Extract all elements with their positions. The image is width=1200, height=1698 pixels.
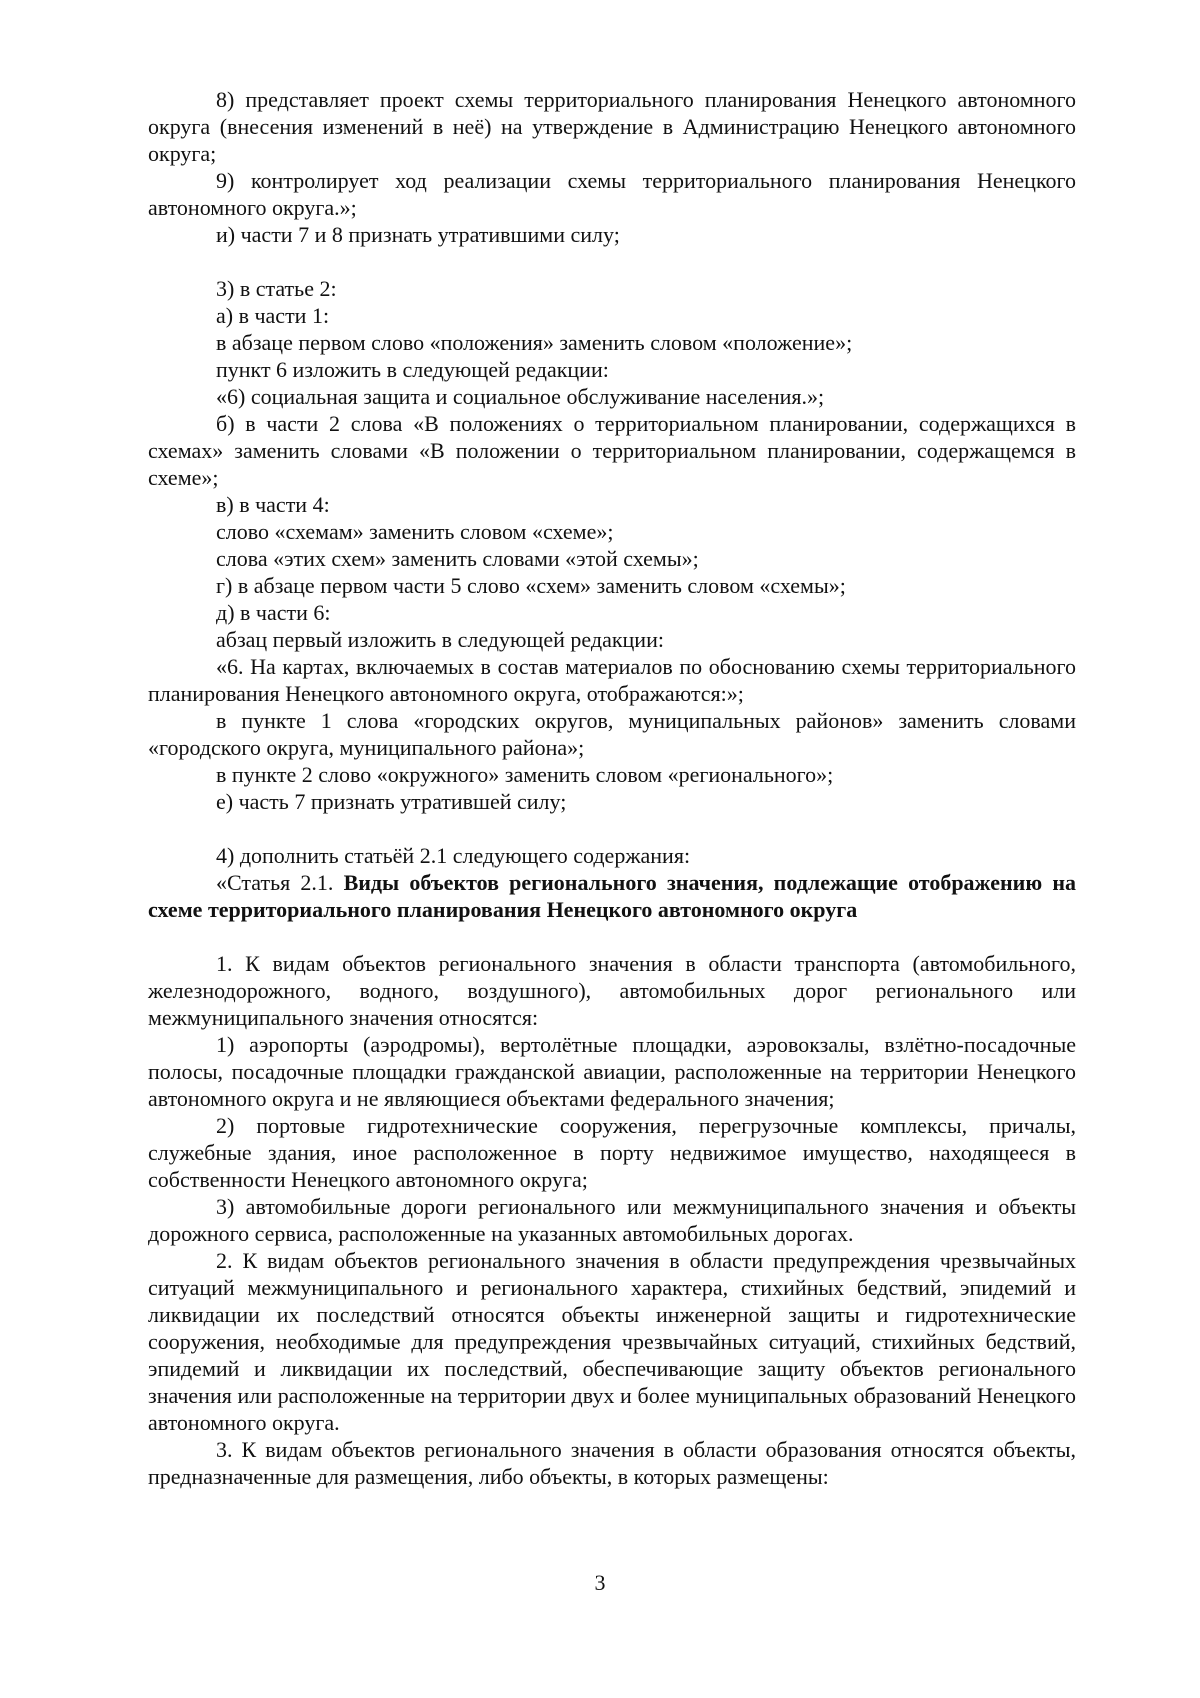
article-heading-prefix: «Статья 2.1. bbox=[216, 870, 334, 895]
article-paragraph-1-1: 1) аэропорты (аэродромы), вертолётные площадки, аэровокзалы, взлётно-посадочные полосы, посадочные площадки гражданской авиации, расположенные на территории Ненецкого автономного округа и не являющиеся объектами федерального значения; bbox=[148, 1032, 1076, 1111]
article-heading-title: Виды объектов регионального значения, подлежащие отображению на схеме территориального планирования Ненецкого автономного округа bbox=[148, 870, 1076, 922]
page-number: 3 bbox=[594, 1570, 606, 1595]
paragraph-article2-v1: слово «схемам» заменить словом «схеме»; bbox=[216, 519, 614, 544]
paragraph-gap bbox=[148, 815, 1076, 842]
paragraph-article2-a: а) в части 1: bbox=[216, 303, 330, 328]
paragraph-article2-e: е) часть 7 признать утратившей силу; bbox=[216, 789, 567, 814]
paragraph-article2-d4: в пункте 2 слово «окружного» заменить словом «регионального»; bbox=[216, 762, 834, 787]
paragraph-article2-v2: слова «этих схем» заменить словами «этой схемы»; bbox=[216, 546, 699, 571]
article-paragraph-1-2: 2) портовые гидротехнические сооружения, перегрузочные комплексы, причалы, служебные здания, иное расположенное в порту недвижимое имущество, находящееся в собственности Ненецкого автономного округа; bbox=[148, 1113, 1076, 1192]
article-paragraph-3: 3. К видам объектов регионального значения в области образования относятся объекты, предназначенные для размещения, либо объекты, в которых размещены: bbox=[148, 1437, 1076, 1489]
paragraph-gap bbox=[148, 248, 1076, 275]
paragraph-item-8: 8) представляет проект схемы территориального планирования Ненецкого автономного округа (внесения изменений в неё) на утверждение в Администрацию Ненецкого автономного округа; bbox=[148, 87, 1076, 166]
article-paragraph-1: 1. К видам объектов регионального значения в области транспорта (автомобильного, железнодорожного, водного, воздушного), автомобильных дорог регионального или межмуниципального значения относятся: bbox=[148, 951, 1076, 1030]
paragraph-item-9: 9) контролирует ход реализации схемы территориального планирования Ненецкого автономного округа.»; bbox=[148, 168, 1076, 220]
paragraph-article2-intro: 3) в статье 2: bbox=[216, 276, 337, 301]
paragraph-article2-b: б) в части 2 слова «В положениях о территориальном планировании, содержащихся в схемах» заменить словами «В положении о территориальном планировании, содержащемся в схеме»; bbox=[148, 411, 1076, 490]
paragraph-article2-v: в) в части 4: bbox=[216, 492, 330, 517]
paragraph-item-4: 4) дополнить статьёй 2.1 следующего содержания: bbox=[216, 843, 691, 868]
document-body bbox=[148, 86, 1076, 1490]
paragraph-item-i: и) части 7 и 8 признать утратившими силу; bbox=[216, 222, 620, 247]
paragraph-article2-d1: абзац первый изложить в следующей редакции: bbox=[216, 627, 664, 652]
article-heading bbox=[148, 869, 1076, 923]
paragraph-article2-g: г) в абзаце первом части 5 слово «схем» заменить словом «схемы»; bbox=[216, 573, 846, 598]
paragraph-article2-d3: в пункте 1 слова «городских округов, муниципальных районов» заменить словами «городского округа, муниципального района»; bbox=[148, 708, 1076, 760]
article-paragraph-2: 2. К видам объектов регионального значения в области предупреждения чрезвычайных ситуаций межмуниципального и регионального характера, стихийных бедствий, эпидемий и ликвидации их последствий относятся объекты инженерной защиты и гидротехнические сооружения, необходимые для предупреждения чрезвычайных ситуаций, стихийных бедствий, эпидемий и ликвидации их последствий, обеспечивающие защиту объектов регионального значения или расположенные на территории двух и более муниципальных образований Ненецкого автономного округа. bbox=[148, 1248, 1076, 1435]
paragraph-article2-a1: в абзаце первом слово «положения» заменить словом «положение»; bbox=[216, 330, 853, 355]
paragraph-article2-a3: «6) социальная защита и социальное обслуживание населения.»; bbox=[216, 384, 825, 409]
paragraph-article2-d2: «6. На картах, включаемых в состав материалов по обоснованию схемы территориального планирования Ненецкого автономного округа, отображаются:»; bbox=[148, 654, 1076, 706]
article-paragraph-1-3: 3) автомобильные дороги регионального или межмуниципального значения и объекты дорожного сервиса, расположенные на указанных автомобильных дорогах. bbox=[148, 1194, 1076, 1246]
paragraph-gap bbox=[148, 923, 1076, 950]
paragraph-article2-a2: пункт 6 изложить в следующей редакции: bbox=[216, 357, 609, 382]
paragraph-article2-d: д) в части 6: bbox=[216, 600, 331, 625]
